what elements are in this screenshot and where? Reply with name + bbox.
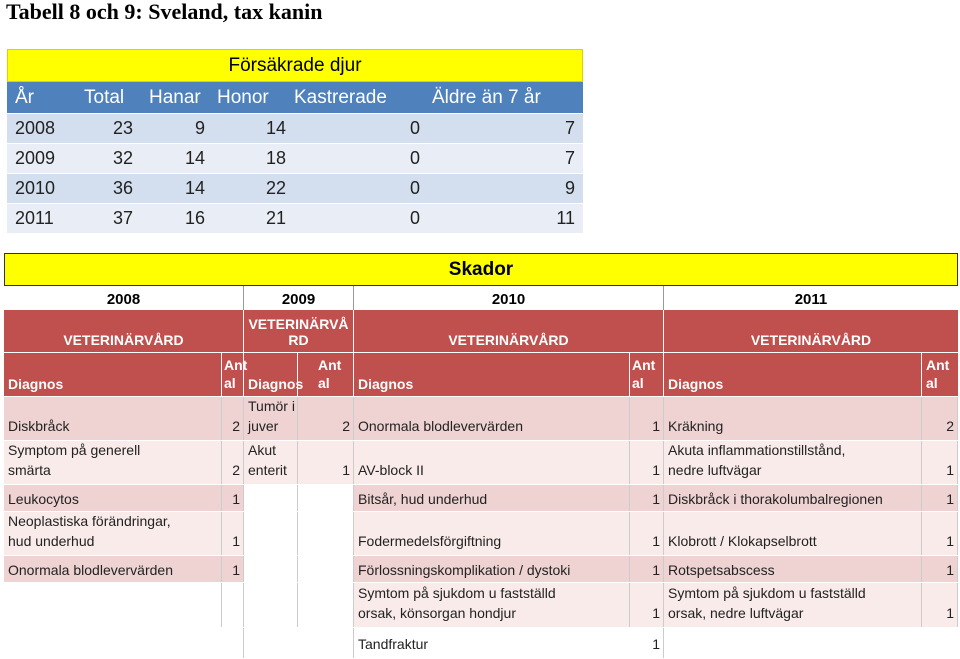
col-antal-2010: Ant al	[630, 353, 664, 397]
diagnosis-2010: Symtom på sjukdom u fastställd orsak, könsorgan hondjur	[358, 585, 556, 621]
col-antal-2009: Ant al	[298, 353, 354, 397]
table-row	[4, 484, 958, 512]
diagnosis-2008: Diskbråck	[8, 418, 70, 434]
col-antal-2011: Ant al	[926, 357, 950, 391]
diagnosis-2011: Diskbråck i thorakolumbalregionen	[668, 491, 883, 507]
cell-total: 37	[112, 208, 133, 228]
diagnosis-2010: Bitsår, hud underhud	[358, 491, 488, 507]
damages-table	[4, 253, 958, 657]
empty-cell	[244, 485, 298, 512]
col-neutered: Kastrerade	[294, 87, 387, 108]
cell-males: 14	[184, 148, 205, 168]
count-2008: 1	[232, 491, 240, 507]
empty-cell	[298, 556, 354, 583]
count-2010: 1	[652, 533, 660, 549]
vet-label-2010: VETERINÄRVÅRD	[354, 310, 664, 352]
table-row	[7, 173, 583, 203]
empty-cell	[922, 628, 958, 658]
cell-neutered: 0	[409, 118, 420, 138]
table-row	[4, 555, 958, 583]
cell-older: 7	[564, 118, 575, 138]
insured-table-title: Försäkrade djur	[7, 49, 583, 82]
insured-animals-table	[7, 49, 583, 233]
cell-females: 14	[265, 118, 286, 138]
cell-neutered: 0	[409, 208, 420, 228]
count-2011: 1	[946, 533, 954, 549]
vet-label-2011: VETERINÄRVÅRD	[750, 332, 872, 348]
cell-year: 2011	[15, 208, 54, 228]
diagnosis-2008: Leukocytos	[8, 491, 79, 507]
count-2010: 1	[652, 562, 660, 578]
empty-cell	[244, 628, 298, 658]
vet-label-2009	[244, 310, 354, 352]
vet-label-2009-line1: VETERINÄRVÅ	[248, 316, 349, 332]
cell-females: 21	[265, 208, 286, 228]
table-row	[7, 113, 583, 143]
cell-year: 2010	[15, 178, 56, 198]
page-title: Tabell 8 och 9: Sveland, tax kanin	[6, 0, 323, 24]
count-2010: 1	[652, 491, 660, 507]
empty-cell	[298, 485, 354, 512]
count-2008: 2	[232, 462, 240, 478]
cell-year: 2008	[15, 118, 56, 138]
year-2010: 2010	[354, 286, 664, 310]
count-2010: 1	[652, 636, 660, 652]
col-diagnos-2011: Diagnos	[664, 353, 922, 397]
vet-label-2008: VETERINÄRVÅRD	[4, 310, 244, 352]
cell-males: 16	[184, 208, 205, 228]
diagnosis-2010: Förlossningskomplikation / dystoki	[358, 562, 571, 578]
cell-neutered: 0	[409, 178, 420, 198]
table-row	[7, 143, 583, 173]
col-older-than-7: Äldre än 7 år	[432, 87, 541, 108]
table-row	[7, 203, 583, 233]
diagnosis-2010: Tandfraktur	[358, 636, 429, 652]
year-header-row	[4, 286, 958, 310]
count-2009: 2	[342, 418, 350, 434]
count-2011: 2	[946, 418, 954, 434]
cell-males: 14	[184, 178, 205, 198]
cell-neutered: 0	[409, 148, 420, 168]
empty-cell	[298, 628, 354, 658]
col-males: Hanar	[149, 87, 201, 108]
diagnosis-2011: Akuta inflammationstillstånd, nedre luftvägar	[668, 442, 846, 478]
diagnosis-2008: Neoplastiska förändringar, hud underhud	[8, 513, 171, 549]
year-2008: 2008	[4, 286, 244, 310]
diagnosis-2010: Fodermedelsförgiftning	[358, 533, 502, 549]
col-total: Total	[84, 87, 125, 108]
diagnosis-2008: Symptom på generell smärta	[8, 442, 141, 478]
count-2011: 1	[946, 462, 954, 478]
cell-females: 18	[265, 148, 286, 168]
empty-cell	[4, 628, 222, 658]
empty-cell	[298, 512, 354, 556]
empty-cell	[244, 512, 298, 556]
table-row	[4, 511, 958, 556]
diagnosis-2011: Rotspetsabscess	[668, 562, 775, 578]
count-2011: 1	[946, 605, 954, 621]
diagnosis-2009: Tumör i juver	[248, 398, 295, 434]
diagnosis-2011: Symtom på sjukdom u fastställd orsak, nedre luftvägar	[668, 585, 866, 621]
cell-total: 23	[112, 118, 133, 138]
cell-males: 9	[194, 118, 205, 138]
count-2010: 1	[652, 418, 660, 434]
count-2008: 2	[232, 418, 240, 434]
empty-cell	[222, 628, 244, 658]
col-diagnos-2010: Diagnos	[354, 353, 630, 397]
cell-year: 2009	[15, 148, 56, 168]
table-row	[4, 440, 958, 485]
empty-cell	[244, 556, 298, 583]
table-row	[4, 396, 958, 441]
empty-cell	[222, 583, 244, 628]
diagnosis-2011: Kräkning	[668, 418, 724, 434]
count-2011: 1	[946, 562, 954, 578]
year-2011: 2011	[794, 291, 828, 308]
table-row	[4, 582, 958, 628]
count-2010: 1	[652, 462, 660, 478]
count-2008: 1	[232, 533, 240, 549]
col-year: År	[15, 87, 34, 108]
year-2009: 2009	[244, 286, 354, 310]
cell-total: 36	[112, 178, 133, 198]
cell-older: 11	[556, 208, 575, 228]
empty-cell	[244, 583, 298, 628]
diagnosis-2011: Klobrott / Klokapselbrott	[668, 533, 817, 549]
count-2008: 1	[232, 562, 240, 578]
col-antal-2008: Ant al	[222, 353, 244, 397]
cell-older: 7	[564, 148, 575, 168]
cell-older: 9	[564, 178, 575, 198]
damages-title: Skador	[4, 253, 958, 286]
diagnosis-2008: Onormala blodlevervärden	[8, 562, 173, 578]
col-diagnos-2008: Diagnos	[4, 353, 222, 397]
count-2009: 1	[342, 462, 350, 478]
insured-header-row	[7, 82, 583, 113]
vet-header-row	[4, 310, 958, 352]
count-2010: 1	[652, 605, 660, 621]
col-females: Honor	[217, 87, 269, 108]
cell-total: 32	[112, 148, 133, 168]
diagnosis-2009: Akut enterit	[248, 442, 287, 478]
count-2011: 1	[946, 491, 954, 507]
diagnosis-2010: Onormala blodlevervärden	[358, 418, 523, 434]
vet-label-2009-line2: RD	[288, 332, 309, 348]
col-diagnos-2009: Diagnos	[244, 353, 298, 397]
empty-cell	[4, 583, 222, 628]
table-row	[4, 627, 958, 658]
cell-females: 22	[265, 178, 286, 198]
column-header-row	[4, 352, 958, 397]
diagnosis-2010: AV-block II	[358, 462, 424, 478]
empty-cell	[664, 628, 922, 658]
empty-cell	[298, 583, 354, 628]
